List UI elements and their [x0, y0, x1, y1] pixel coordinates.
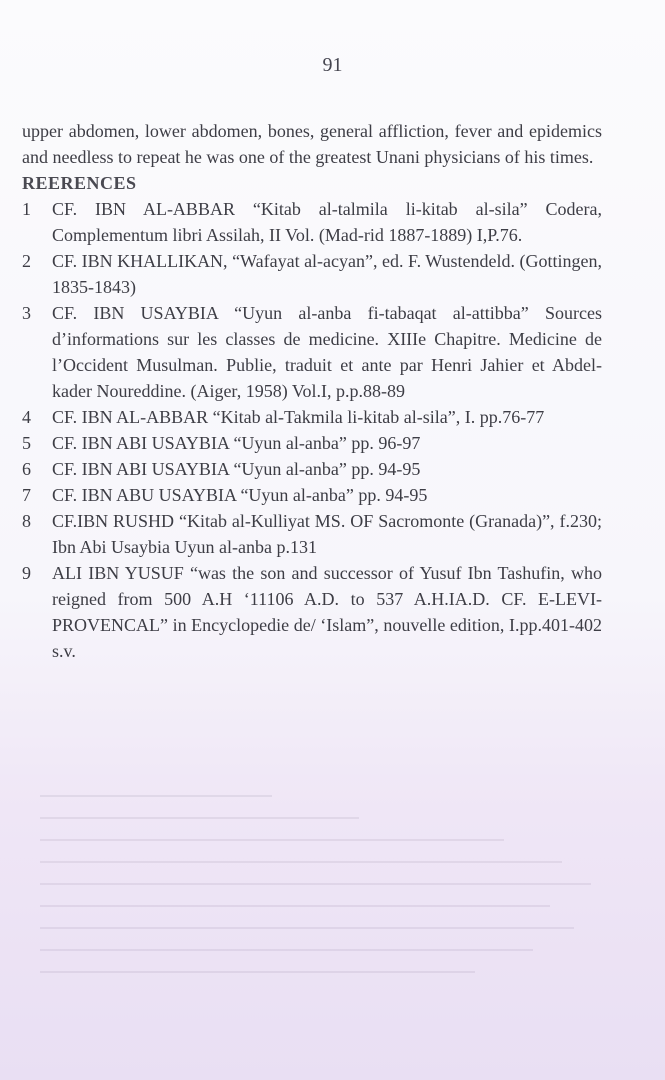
reference-item [22, 196, 602, 248]
reference-text: CF. IBN AL-ABBAR “Kitab al-talmila li-kitab al-sila” Codera, Complementum libri Assilah, II Vol. (Mad-rid 1887-1889) I,P.76. [52, 199, 602, 245]
reference-number: 1 [22, 199, 31, 219]
reference-item [22, 404, 602, 430]
reference-text: CF. IBN ABI USAYBIA “Uyun al-anba” pp. 94-95 [52, 459, 421, 479]
reference-item [22, 508, 602, 560]
reference-number: 4 [22, 407, 31, 427]
reference-text: CF. IBN ABI USAYBIA “Uyun al-anba” pp. 96-97 [52, 433, 421, 453]
reference-text: CF. IBN ABU USAYBIA “Uyun al-anba” pp. 94-95 [52, 485, 428, 505]
references-list [22, 196, 602, 664]
reference-number: 9 [22, 563, 31, 583]
reference-text: ALI IBN YUSUF “was the son and successor of Yusuf Ibn Tashufin, who reigned from 500 A.H ‘11106 A.D. to 537 A.H.IA.D. CF. E-LEVI-PROVENCAL” in Encyclopedie de/ ‘Islam”, nouvelle edition, I.pp.401-402 s.v. [52, 563, 602, 661]
reference-number: 5 [22, 433, 31, 453]
reference-item [22, 248, 602, 300]
reference-text: CF. IBN AL-ABBAR “Kitab al-Takmila li-kitab al-sila”, I. pp.76-77 [52, 407, 545, 427]
reference-number: 3 [22, 303, 31, 323]
page-number: 91 [322, 54, 343, 76]
reference-item [22, 560, 602, 664]
reference-number: 8 [22, 511, 31, 531]
bleed-through-text [40, 775, 620, 1035]
page-content [22, 118, 602, 664]
reference-text: CF. IBN USAYBIA “Uyun al-anba fi-tabaqat al-attibba” Sources d’informations sur les classes de medicine. XIIIe Chapitre. Medicine de l’Occident Musulman. Publie, traduit et ante par Henri Jahier et Abdel-kader Noureddine. (Aiger, 1958) Vol.I, p.p.88-89 [52, 303, 602, 401]
reference-item [22, 482, 602, 508]
references-heading: REERENCES [22, 173, 137, 193]
intro-paragraph: upper abdomen, lower abdomen, bones, general affliction, fever and epidemics and needless to repeat he was one of the greatest Unani physicians of his times. [22, 121, 602, 167]
reference-number: 6 [22, 459, 31, 479]
reference-number: 2 [22, 251, 31, 271]
reference-text: CF. IBN KHALLIKAN, “Wafayat al-acyan”, ed. F. Wustendeld. (Gottingen, 1835-1843) [52, 251, 602, 297]
reference-number: 7 [22, 485, 31, 505]
reference-item [22, 456, 602, 482]
reference-text: CF.IBN RUSHD “Kitab al-Kulliyat MS. OF Sacromonte (Granada)”, f.230; Ibn Abi Usaybia Uyun al-anba p.131 [52, 511, 602, 557]
reference-item [22, 300, 602, 404]
reference-item [22, 430, 602, 456]
